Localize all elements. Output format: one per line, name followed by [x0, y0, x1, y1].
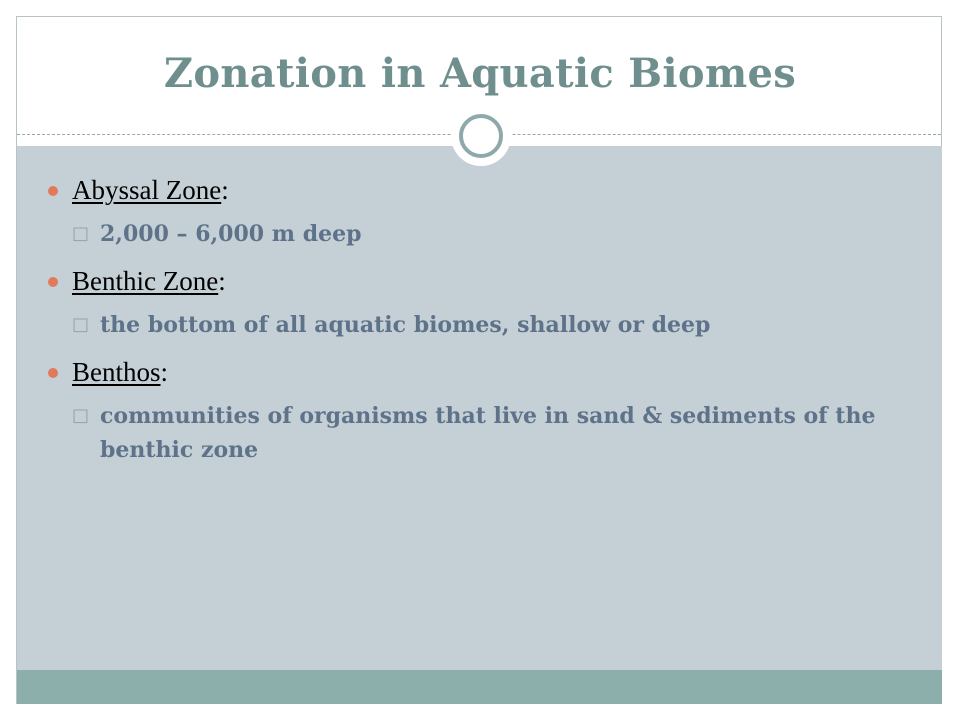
- circle-ring-icon: [451, 106, 511, 166]
- hollow-square-icon: □: [72, 314, 90, 335]
- bullet-item-benthos: [46, 350, 926, 394]
- term-abyssal-zone: Abyssal Zone: [72, 175, 222, 205]
- bullet-list: [46, 168, 926, 475]
- sub-bullet-abyssal-zone: [46, 217, 926, 251]
- sub-bullet-benthic-zone: [46, 308, 926, 342]
- filled-dot-icon: [48, 277, 58, 287]
- term-benthos: Benthos: [72, 357, 161, 387]
- term-suffix: :: [221, 175, 229, 205]
- hollow-square-icon: □: [72, 405, 90, 426]
- circle-ring-inner: [459, 114, 503, 158]
- filled-dot-icon: [48, 186, 58, 196]
- detail-benthic-zone: the bottom of all aquatic biomes, shallow or deep: [100, 312, 711, 338]
- footer-band: [17, 670, 942, 704]
- detail-benthos: communities of organisms that live in sand & sediments of the benthic zone: [100, 403, 876, 463]
- term-suffix: :: [160, 357, 169, 387]
- hollow-square-icon: □: [72, 223, 90, 244]
- term-suffix: :: [218, 266, 226, 296]
- bullet-item-abyssal-zone: [46, 168, 926, 212]
- detail-abyssal-zone: 2,000 – 6,000 m deep: [100, 221, 362, 247]
- sub-bullet-benthos: [46, 399, 926, 467]
- slide-title: Zonation in Aquatic Biomes: [163, 50, 797, 97]
- term-benthic-zone: Benthic Zone: [72, 266, 219, 296]
- bullet-item-benthic-zone: [46, 259, 926, 303]
- filled-dot-icon: [48, 368, 58, 378]
